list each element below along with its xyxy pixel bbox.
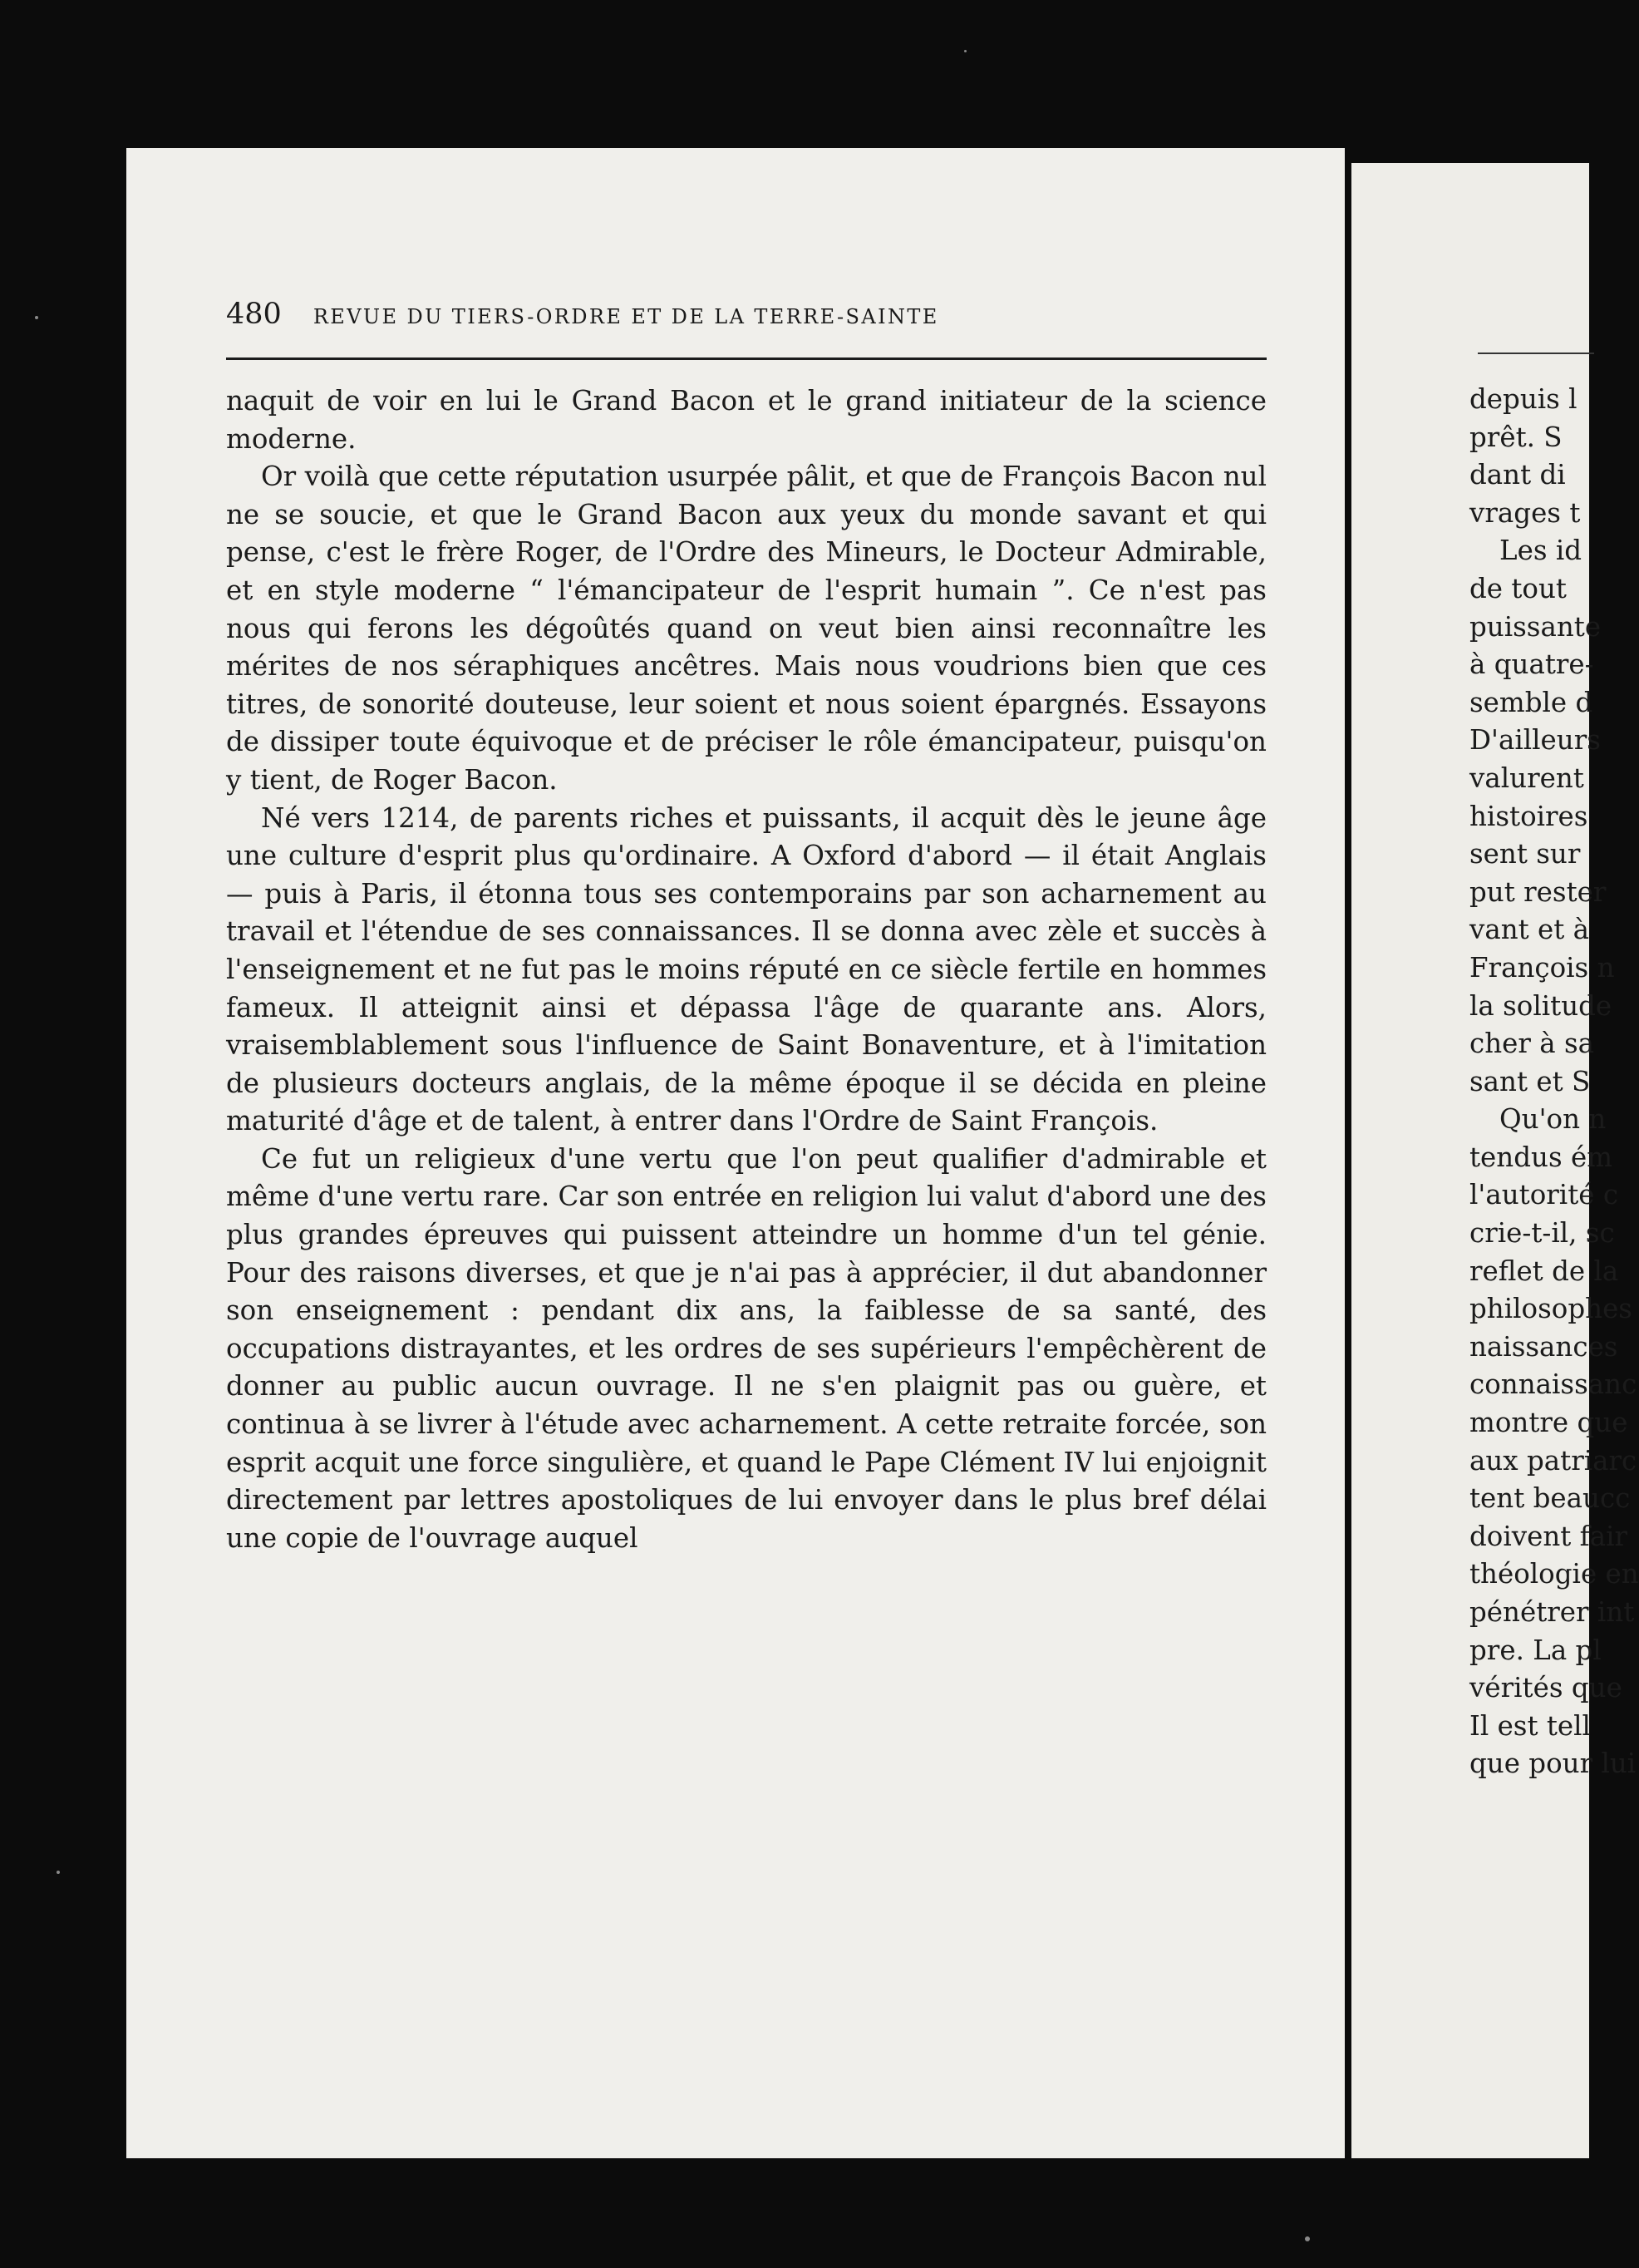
right-page-line: put rester — [1469, 875, 1607, 908]
right-page-line: vérités que — [1469, 1672, 1622, 1704]
right-page-line: dant di — [1469, 459, 1566, 491]
running-title: REVUE DU TIERS-ORDRE ET DE LA TERRE-SAINTE — [313, 305, 939, 328]
scan-speck — [964, 50, 967, 52]
right-page-line: doivent fair — [1469, 1520, 1628, 1552]
running-header — [226, 298, 1267, 339]
right-page-line: tendus ém — [1469, 1141, 1613, 1173]
right-page-line: puissante — [1469, 610, 1602, 643]
scan-speck — [1305, 2236, 1310, 2241]
paragraph: Ce fut un religieux d'une vertu que l'on peut qualifier d'admirable et même d'une vertu rare. Car son entrée en religion lui valut d'abord une des plus grandes épreuves qui puissent atteindre un homme d'un tel génie. Pour des raisons diverses, et que je n'ai pas à apprécier, il dut abandonner son enseignement : pendant dix ans, la faiblesse de sa santé, des occupations distrayantes, et les ordres de ses supérieurs l'empêchèrent de donner au public aucun ouvrage. Il ne s'en plaignit pas ou guère, et continua à se livrer à l'étude avec acharnement. A cette retraite forcée, son esprit acquit une force singulière, et quand le Pape Clément IV lui enjoignit directement par lettres apostoliques de lui envoyer dans le plus bref délai une copie de l'ouvrage auquel — [226, 1142, 1267, 1554]
right-page-line: depuis l — [1469, 383, 1577, 415]
right-page-line: histoires — [1469, 800, 1588, 832]
right-page-line: reflet de la — [1469, 1255, 1619, 1287]
paragraph: Or voilà que cette réputation usurpée pâlit, et que de François Bacon nul ne se soucie, et que le Grand Bacon aux yeux du monde savant et qui pense, c'est le frère Roger, de l'Ordre des Mineurs, le Docteur Admirable, et en style moderne “ l'émancipateur de l'esprit humain ”. Ce n'est pas nous qui ferons les dégoûtés quand on veut bien ainsi reconnaître les mérites de nos séraphiques ancêtres. Mais nous voudrions bien que ces titres, de sonorité douteuse, leur soient et nous soient épargnés. Essayons de dissiper toute équivoque et de préciser le rôle émancipateur, puisqu'on y tient, de Roger Bacon. — [226, 461, 1267, 796]
right-page-line: vant et à — [1469, 914, 1590, 946]
right-page-line: vrages t — [1469, 496, 1581, 529]
right-page-line: que pour lui — [1469, 1748, 1637, 1780]
right-page-line: D'ailleurs — [1469, 724, 1601, 757]
right-page-line: sent sur — [1469, 838, 1581, 870]
right-page-line: prêt. S — [1469, 421, 1563, 453]
left-page-body — [226, 382, 1267, 1557]
right-page-line: crie-t-il, sc — [1469, 1217, 1615, 1250]
right-page-line: pre. La pl — [1469, 1634, 1602, 1666]
right-page-line: valurent — [1469, 762, 1584, 794]
paragraph: Né vers 1214, de parents riches et puissants, il acquit dès le jeune âge une culture d'esprit plus qu'ordinaire. A Oxford d'abord — il était Anglais — puis à Paris, il étonna tous ses contemporains par son acharnement au travail et l'étendue de ses connaissances. Il se donna avec zèle et succès à l'enseignement et ne fut pas le moins réputé en ce siècle fertile en hommes fameux. Il atteignit ainsi et dépassa l'âge de quarante ans. Alors, vraisemblablement sous l'influence de Saint Bonaventure, et à l'imitation de plusieurs docteurs anglais, de la même époque il se décida en pleine maturité d'âge et de talent, à entrer dans l'Ordre de Saint François. — [226, 801, 1267, 1137]
right-page-line: sant et S — [1469, 1065, 1591, 1097]
right-page-line: montre que — [1469, 1407, 1628, 1439]
right-page-line: François n — [1469, 951, 1615, 984]
right-page-line: semble d — [1469, 686, 1593, 718]
right-page-line: Qu'on n — [1499, 1103, 1607, 1136]
right-page-text — [1469, 381, 1639, 1783]
scan-speck — [57, 1871, 60, 1874]
right-header-rule — [1478, 353, 1594, 354]
right-page-line: l'autorité c — [1469, 1179, 1619, 1211]
right-page-line: philosophes — [1469, 1293, 1632, 1325]
right-page-line: théologie en — [1469, 1558, 1639, 1590]
right-page-line: Il est tell — [1469, 1709, 1591, 1742]
right-page-line: Les id — [1499, 535, 1582, 567]
right-page-line: à quatre- — [1469, 648, 1594, 681]
header-rule — [226, 357, 1267, 360]
right-page-line: naissances — [1469, 1330, 1618, 1363]
right-page — [1351, 163, 1639, 2158]
right-page-line: connaissanc — [1469, 1368, 1637, 1401]
right-page-line: cher à sa — [1469, 1028, 1594, 1060]
right-page-line: tent beaucc — [1469, 1482, 1631, 1515]
right-page-line: aux patriarc — [1469, 1444, 1637, 1477]
right-page-line: de tout — [1469, 572, 1567, 604]
right-page-line: pénétrer int — [1469, 1596, 1635, 1628]
page-number: 480 — [226, 298, 282, 331]
paragraph: naquit de voir en lui le Grand Bacon et le grand initiateur de la science moderne. — [226, 385, 1267, 455]
scan-speck — [35, 316, 38, 319]
right-page-line: la solitude — [1469, 989, 1612, 1022]
